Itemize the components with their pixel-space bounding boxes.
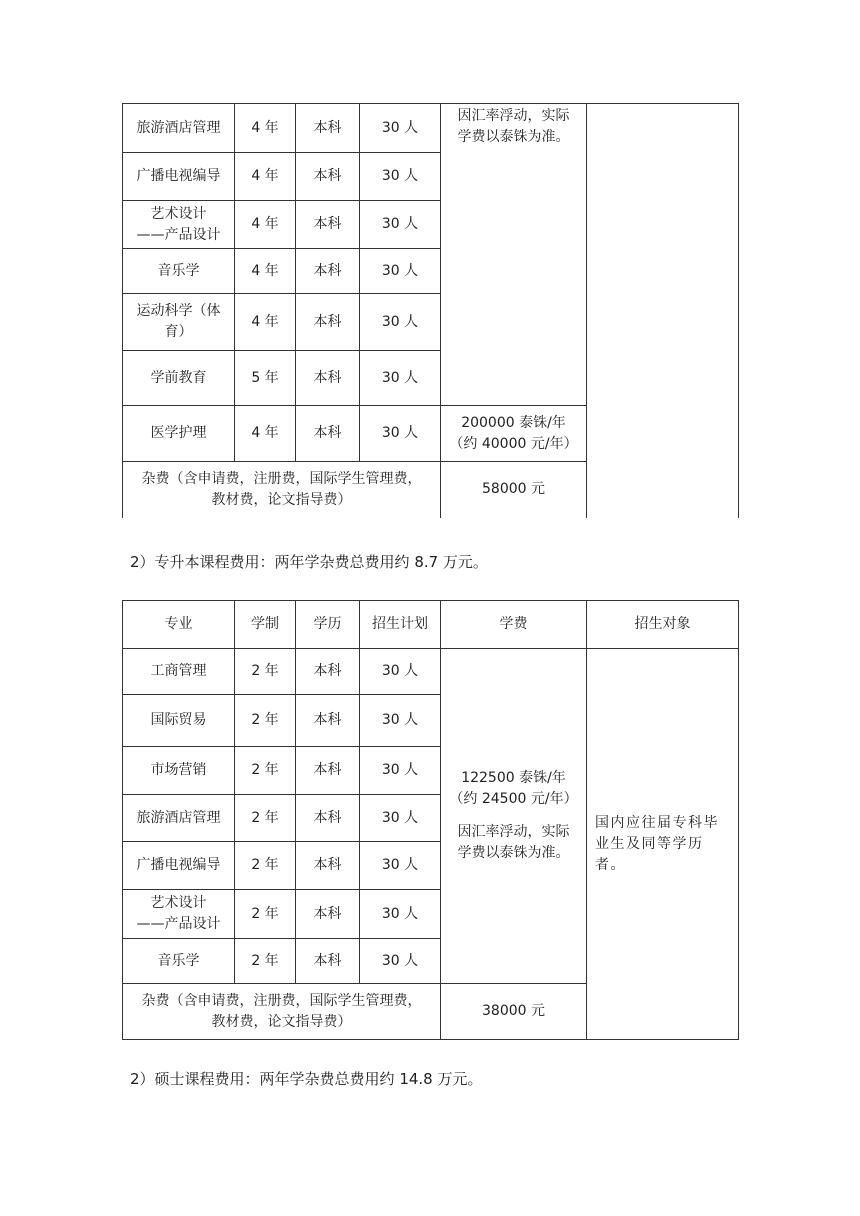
misc-fee-value-cell: 58000 元	[441, 462, 587, 518]
tuition-cell	[441, 649, 587, 984]
major-cell	[123, 201, 235, 249]
misc-label-line1: 杂费（含申请费，注册费，国际学生管理费，	[141, 470, 422, 487]
nursing-fee-line2: （约 40000 元/年）	[449, 435, 578, 452]
duration-cell: 4 年	[235, 104, 296, 153]
table-header-row	[123, 601, 739, 649]
target-cell-empty	[587, 104, 739, 518]
major-cell: 广播电视编导	[123, 153, 235, 201]
degree-cell: 本科	[296, 842, 360, 890]
major-cell: 旅游酒店管理	[123, 795, 235, 842]
duration-cell: 2 年	[235, 795, 296, 842]
header-duration: 学制	[235, 601, 296, 649]
misc-label-line2: 教材费，论文指导费）	[211, 491, 352, 508]
duration-cell: 2 年	[235, 842, 296, 890]
plan-cell: 30 人	[360, 153, 441, 201]
misc-fee-label-cell	[123, 984, 441, 1040]
plan-cell: 30 人	[360, 695, 441, 747]
exchange-note-cell	[441, 104, 587, 406]
plan-cell: 30 人	[360, 104, 441, 153]
major-line2: ——产品设计	[136, 916, 221, 932]
major-line2: ——产品设计	[136, 226, 221, 243]
misc-label-line1: 杂费（含申请费，注册费，国际学生管理费，	[141, 992, 422, 1009]
major-cell: 国际贸易	[123, 695, 235, 747]
plan-cell: 30 人	[360, 201, 441, 249]
major-cell	[123, 294, 235, 351]
misc-fee-label-cell	[123, 462, 441, 518]
duration-cell: 4 年	[235, 153, 296, 201]
duration-cell: 4 年	[235, 201, 296, 249]
header-tuition: 学费	[441, 601, 587, 649]
major-cell: 市场营销	[123, 747, 235, 795]
tuition-line2: （约 24500 元/年）	[449, 791, 578, 807]
degree-cell: 本科	[296, 406, 360, 462]
plan-cell: 30 人	[360, 249, 441, 294]
degree-cell: 本科	[296, 939, 360, 984]
degree-cell: 本科	[296, 695, 360, 747]
major-cell: 音乐学	[123, 249, 235, 294]
duration-cell: 2 年	[235, 939, 296, 984]
plan-cell: 30 人	[360, 747, 441, 795]
exchange-note-line1: 因汇率浮动，实际	[457, 824, 570, 840]
header-plan: 招生计划	[360, 601, 441, 649]
major-cell	[123, 890, 235, 939]
upgrade-fee-table	[122, 600, 739, 1040]
target-cell: 国内应往届专科毕业生及同等学历者。	[587, 649, 739, 1040]
nursing-fee-cell	[441, 406, 587, 462]
tuition-line1: 122500 泰铢/年	[461, 770, 566, 786]
misc-label-line2: 教材费，论文指导费）	[211, 1013, 352, 1030]
degree-cell: 本科	[296, 104, 360, 153]
duration-cell: 2 年	[235, 649, 296, 695]
major-cell: 医学护理	[123, 406, 235, 462]
duration-cell: 2 年	[235, 890, 296, 939]
major-line2: 育）	[164, 324, 193, 340]
major-cell: 学前教育	[123, 351, 235, 406]
degree-cell: 本科	[296, 294, 360, 351]
major-line1: 运动科学（体	[136, 303, 221, 319]
major-line1: 艺术设计	[150, 895, 207, 911]
degree-cell: 本科	[296, 249, 360, 294]
plan-cell: 30 人	[360, 649, 441, 695]
major-cell: 旅游酒店管理	[123, 104, 235, 153]
plan-cell: 30 人	[360, 890, 441, 939]
master-course-fee-paragraph: 2）硕士课程费用：两年学杂费总费用约 14.8 万元。	[130, 1070, 483, 1088]
degree-cell: 本科	[296, 747, 360, 795]
plan-cell: 30 人	[360, 294, 441, 351]
upgrade-course-fee-paragraph: 2）专升本课程费用：两年学杂费总费用约 8.7 万元。	[130, 553, 488, 571]
duration-cell: 4 年	[235, 406, 296, 462]
nursing-fee-line1: 200000 泰铢/年	[461, 414, 566, 431]
header-major: 专业	[123, 601, 235, 649]
table-row	[123, 104, 739, 153]
duration-cell: 4 年	[235, 294, 296, 351]
plan-cell: 30 人	[360, 351, 441, 406]
major-cell: 工商管理	[123, 649, 235, 695]
degree-cell: 本科	[296, 153, 360, 201]
exchange-note-line1: 因汇率浮动，实际	[457, 108, 570, 124]
plan-cell: 30 人	[360, 939, 441, 984]
table-row	[123, 649, 739, 695]
duration-cell: 5 年	[235, 351, 296, 406]
exchange-note-line2: 学费以泰铢为准。	[457, 129, 570, 145]
plan-cell: 30 人	[360, 406, 441, 462]
exchange-note-line2: 学费以泰铢为准。	[457, 845, 570, 861]
major-line1: 艺术设计	[150, 205, 207, 222]
plan-cell: 30 人	[360, 842, 441, 890]
duration-cell: 2 年	[235, 747, 296, 795]
undergrad-fee-table-continued	[122, 103, 739, 518]
header-target: 招生对象	[587, 601, 739, 649]
major-cell: 音乐学	[123, 939, 235, 984]
plan-cell: 30 人	[360, 795, 441, 842]
header-degree: 学历	[296, 601, 360, 649]
degree-cell: 本科	[296, 201, 360, 249]
degree-cell: 本科	[296, 649, 360, 695]
duration-cell: 2 年	[235, 695, 296, 747]
degree-cell: 本科	[296, 890, 360, 939]
misc-fee-value-cell: 38000 元	[441, 984, 587, 1040]
degree-cell: 本科	[296, 795, 360, 842]
degree-cell: 本科	[296, 351, 360, 406]
duration-cell: 4 年	[235, 249, 296, 294]
major-cell: 广播电视编导	[123, 842, 235, 890]
